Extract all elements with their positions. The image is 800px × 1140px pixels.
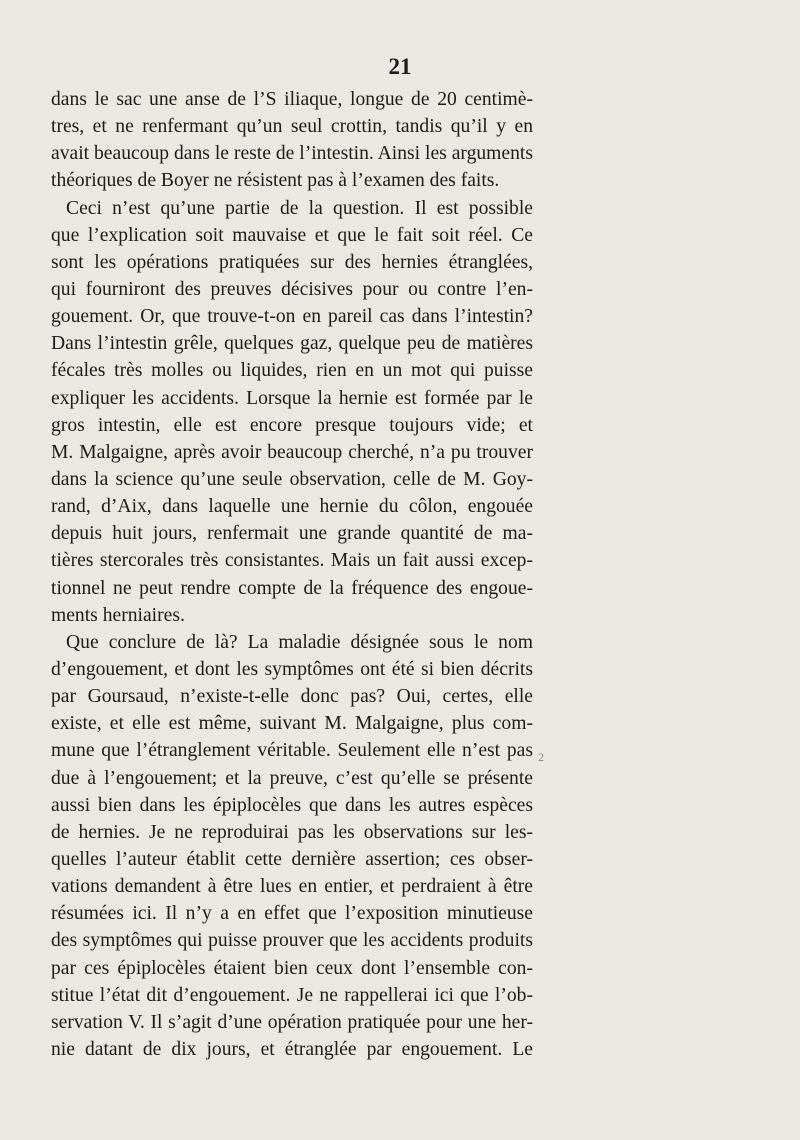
- text-line: théoriques de Boyer ne résistent pas à l’examen des faits.: [51, 170, 500, 192]
- text-line: tionnel ne peut rendre compte de la fréquence des engoue-: [51, 577, 533, 599]
- text-line: d’engouement, et dont les symptômes ont été si bien décrits: [51, 658, 533, 680]
- text-line: due à l’engouement; et la preuve, c’est qu’elle se présente: [51, 767, 533, 789]
- text-line: depuis huit jours, renfermait une grande quantité de ma-: [51, 523, 533, 545]
- text-line: sont les opérations pratiquées sur des hernies étranglées,: [51, 251, 533, 273]
- page-number: 21: [388, 54, 412, 79]
- text-line: vations demandent à être lues en entier, et perdraient à être: [51, 876, 533, 898]
- text-line: rand, d’Aix, dans laquelle une hernie du côlon, engouée: [51, 496, 533, 518]
- text-line: Dans l’intestin grêle, quelques gaz, quelque peu de matières: [51, 333, 533, 355]
- text-line: des symptômes qui puisse prouver que les accidents produits: [51, 930, 533, 952]
- text-line: par ces épiplocèles étaient bien ceux dont l’ensemble con-: [51, 957, 533, 979]
- text-line: nie datant de dix jours, et étranglée par engouement. Le: [51, 1038, 533, 1060]
- text-line: expliquer les accidents. Lorsque la hernie est formée par le: [51, 387, 533, 409]
- text-line: dans le sac une anse de l’S iliaque, longue de 20 centimè-: [51, 89, 533, 110]
- text-line: Que conclure de là? La maladie désignée sous le nom: [66, 631, 533, 653]
- text-line: tières stercorales très consistantes. Mais un fait aussi excep-: [51, 550, 533, 572]
- text-line: ments herniaires.: [51, 604, 185, 626]
- text-line: avait beaucoup dans le reste de l’intestin. Ainsi les arguments: [51, 143, 533, 165]
- text-line: existe, et elle est même, suivant M. Malgaigne, plus com-: [51, 713, 533, 735]
- text-line: de hernies. Je ne reproduirai pas les observations sur les-: [51, 821, 533, 843]
- text-line: dans la science qu’une seule observation, celle de M. Goy-: [51, 468, 533, 490]
- text-line: que l’explication soit mauvaise et que le fait soit réel. Ce: [51, 224, 533, 246]
- text-line: quelles l’auteur établit cette dernière assertion; ces obser-: [51, 848, 533, 870]
- text-line: servation V. Il s’agit d’une opération pratiquée pour une her-: [51, 1011, 533, 1033]
- text-line: tres, et ne renfermant qu’un seul crottin, tandis qu’il y en: [51, 116, 533, 138]
- body-text: [51, 86, 533, 1063]
- text-line: qui fourniront des preuves décisives pour ou contre l’en-: [51, 278, 533, 300]
- text-line: fécales très molles ou liquides, rien en un mot qui puisse: [51, 360, 533, 382]
- text-line: mune que l’étranglement véritable. Seulement elle n’est pas: [51, 740, 533, 762]
- text-line: gros intestin, elle est encore presque toujours vide; et: [51, 414, 533, 436]
- signature-mark: 2: [538, 750, 544, 764]
- text-line: M. Malgaigne, après avoir beaucoup cherché, n’a pu trouver: [51, 441, 533, 463]
- text-line: Ceci n’est qu’une partie de la question. Il est possible: [66, 197, 533, 219]
- text-line: résumées ici. Il n’y a en effet que l’exposition minutieuse: [51, 903, 533, 925]
- text-line: par Goursaud, n’existe-t-elle donc pas? Oui, certes, elle: [51, 686, 533, 708]
- text-line: stitue l’état dit d’engouement. Je ne rappellerai ici que l’ob-: [51, 984, 533, 1006]
- text-line: gouement. Or, que trouve-t-on en pareil cas dans l’intestin?: [51, 306, 533, 328]
- text-line: aussi bien dans les épiplocèles que dans les autres espèces: [51, 794, 533, 816]
